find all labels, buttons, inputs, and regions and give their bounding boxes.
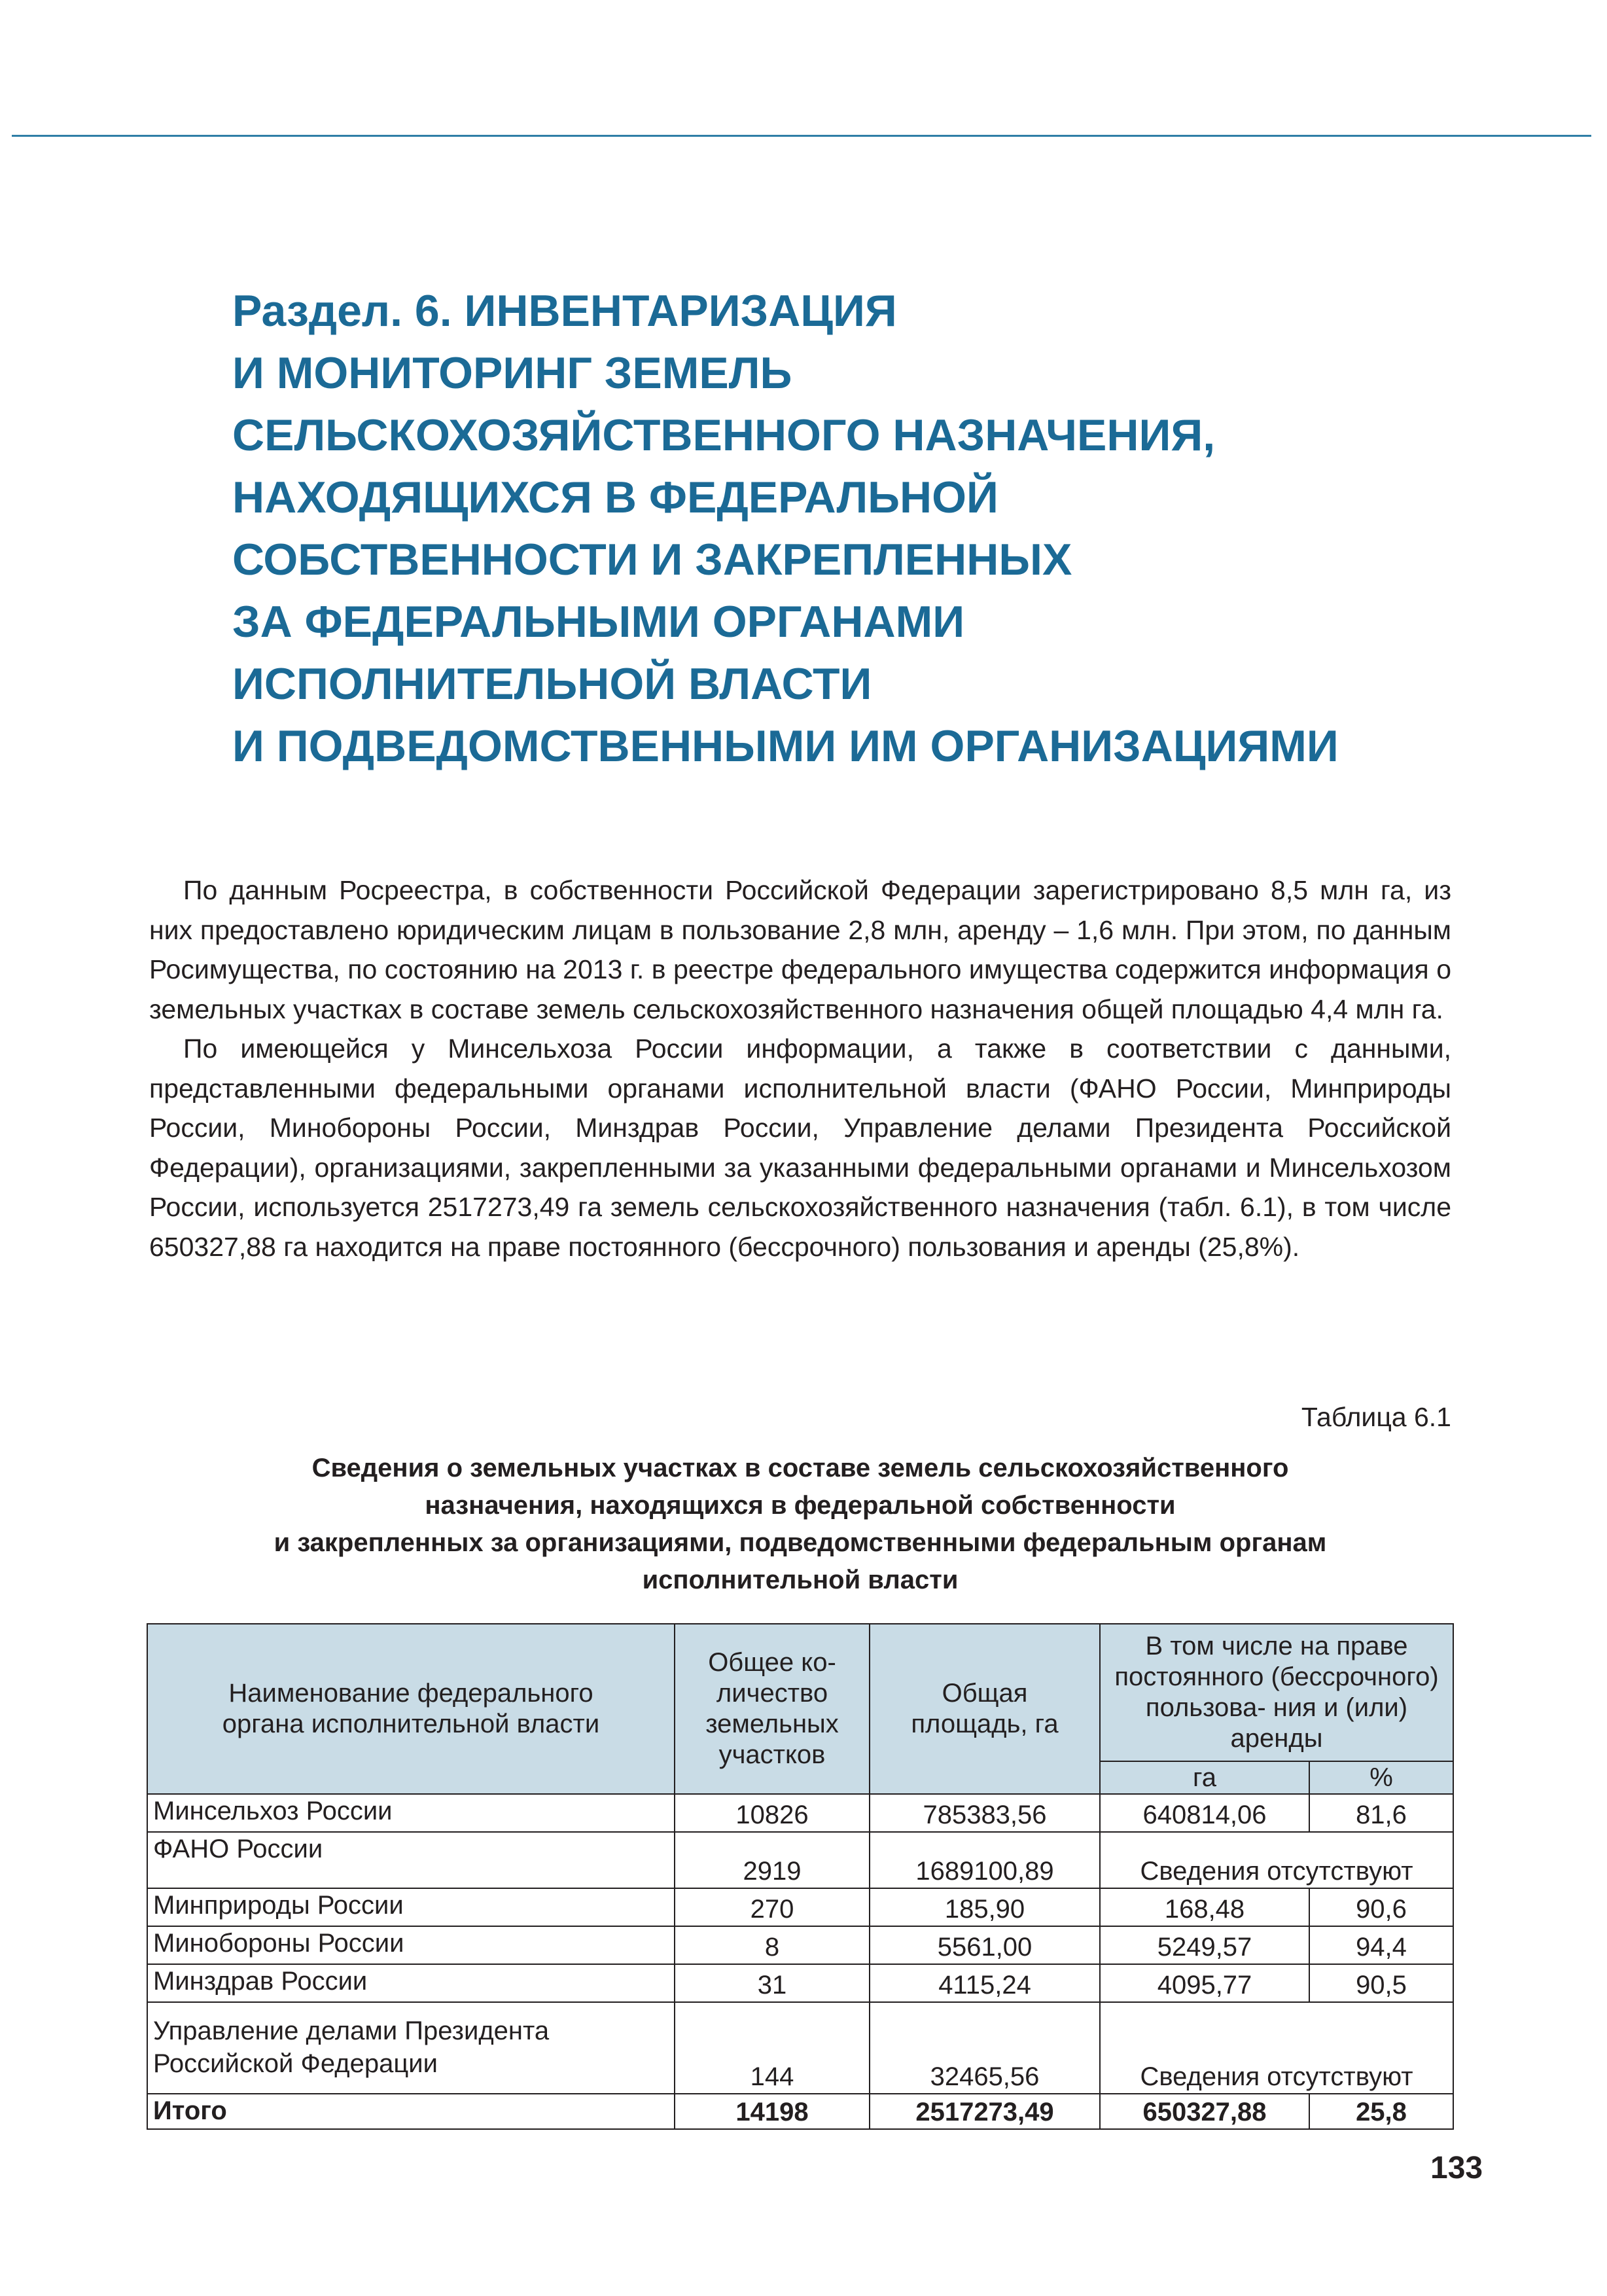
table-row (147, 1888, 1453, 1926)
page-number: 133 (1430, 2151, 1483, 2185)
cell-name: Минприроды России (147, 1888, 675, 1926)
section-title-line: Раздел. 6. ИНВЕНТАРИЗАЦИЯ (232, 286, 897, 336)
cell-name: Минобороны России (147, 1926, 675, 1964)
cell-pct: 90,6 (1309, 1888, 1453, 1926)
table-caption-line: Сведения о земельных участках в составе земель сельскохозяйственного (311, 1454, 1289, 1482)
section-title-line: ЗА ФЕДЕРАЛЬНЫМИ ОРГАНАМИ (232, 597, 965, 647)
cell-pct: 81,6 (1309, 1794, 1453, 1832)
cell-pct: 90,5 (1309, 1964, 1453, 2002)
table-caption-line: назначения, находящихся в федеральной собственности (425, 1491, 1176, 1520)
paragraph: По данным Росреестра, в собственности Российской Федерации зарегистрировано 8,5 млн га, из них предоставлено юридическим лицам в пользование 2,8 млн, аренду – 1,6 млн. При этом, по данным Росимущества, по состоянию на 2013 г. в реестре федерального имущества содержится информация о земельных участках в составе земель сельскохозяйственного назначения общей площадью 4,4 млн га. (149, 875, 1451, 1024)
header-name: Наименование федерального органа исполнительной власти (147, 1624, 675, 1794)
cell-name: Управление делами Президента Российской Федерации (147, 2002, 675, 2094)
section-title (232, 280, 1515, 778)
cell-total-count: 14198 (675, 2094, 870, 2129)
table-caption (149, 1450, 1451, 1599)
cell-name: Минздрав России (147, 1964, 675, 2002)
cell-area: 785383,56 (870, 1794, 1100, 1832)
cell-ha: 5249,57 (1100, 1926, 1309, 1964)
cell-ha: 168,48 (1100, 1888, 1309, 1926)
section-title-line: СОБСТВЕННОСТИ И ЗАКРЕПЛЕННЫХ (232, 535, 1072, 584)
table-row (147, 1832, 1453, 1888)
cell-count: 270 (675, 1888, 870, 1926)
cell-name: Минсельхоз России (147, 1794, 675, 1832)
cell-no-data: Сведения отсутствуют (1100, 1832, 1453, 1888)
cell-no-data: Сведения отсутствуют (1100, 2002, 1453, 2094)
table-row (147, 2002, 1453, 2094)
cell-area: 1689100,89 (870, 1832, 1100, 1888)
table-row (147, 1964, 1453, 2002)
cell-area: 4115,24 (870, 1964, 1100, 2002)
cell-pct: 94,4 (1309, 1926, 1453, 1964)
header-pct: % (1309, 1761, 1453, 1794)
land-table (147, 1623, 1454, 2130)
cell-ha: 640814,06 (1100, 1794, 1309, 1832)
cell-name: ФАНО России (147, 1832, 675, 1888)
section-title-line: СЕЛЬСКОХОЗЯЙСТВЕННОГО НАЗНАЧЕНИЯ, (232, 410, 1216, 460)
cell-count: 10826 (675, 1794, 870, 1832)
body-text (149, 870, 1451, 1266)
cell-total-label: Итого (147, 2094, 675, 2129)
section-title-line: НАХОДЯЩИХСЯ В ФЕДЕРАЛЬНОЙ (232, 473, 998, 522)
table-total-row (147, 2094, 1453, 2129)
cell-count: 31 (675, 1964, 870, 2002)
cell-total-pct: 25,8 (1309, 2094, 1453, 2129)
cell-area: 5561,00 (870, 1926, 1100, 1964)
cell-count: 144 (675, 2002, 870, 2094)
cell-total-area: 2517273,49 (870, 2094, 1100, 2129)
table-number: Таблица 6.1 (1301, 1402, 1451, 1432)
header-count: Общее ко- личество земельных участков (675, 1624, 870, 1794)
section-title-line: И МОНИТОРИНГ ЗЕМЕЛЬ (232, 348, 792, 398)
header-ha: га (1100, 1761, 1309, 1794)
cell-count: 2919 (675, 1832, 870, 1888)
top-rule (12, 135, 1591, 137)
cell-ha: 4095,77 (1100, 1964, 1309, 2002)
paragraph: По имеющейся у Минсельхоза России информации, а также в соответствии с данными, представленными федеральными органами исполнительной власти (ФАНО России, Минприроды России, Минобороны России, Минздрав России, Управление делами Президента Российской Федерации), организациями, закрепленными за указанными федеральными органами и Минсельхозом России, используется 2517273,49 га земель сельскохозяйственного назначения (табл. 6.1), в том числе 650327,88 га находится на праве постоянного (бессрочного) пользования и аренды (25,8%). (149, 1033, 1451, 1262)
header-area: Общая площадь, га (870, 1624, 1100, 1794)
cell-area: 185,90 (870, 1888, 1100, 1926)
section-title-line: ИСПОЛНИТЕЛЬНОЙ ВЛАСТИ (232, 659, 872, 709)
table-row (147, 1794, 1453, 1832)
header-rights: В том числе на праве постоянного (бессрочного) пользова- ния и (или) аренды (1100, 1624, 1453, 1761)
table-row (147, 1926, 1453, 1964)
cell-count: 8 (675, 1926, 870, 1964)
table-caption-line: и закрепленных за организациями, подведомственными федеральным органам (274, 1528, 1327, 1557)
section-title-line: И ПОДВЕДОМСТВЕННЫМИ ИМ ОРГАНИЗАЦИЯМИ (232, 721, 1339, 771)
table-caption-line: исполнительной власти (642, 1566, 959, 1594)
cell-area: 32465,56 (870, 2002, 1100, 2094)
cell-total-ha: 650327,88 (1100, 2094, 1309, 2129)
